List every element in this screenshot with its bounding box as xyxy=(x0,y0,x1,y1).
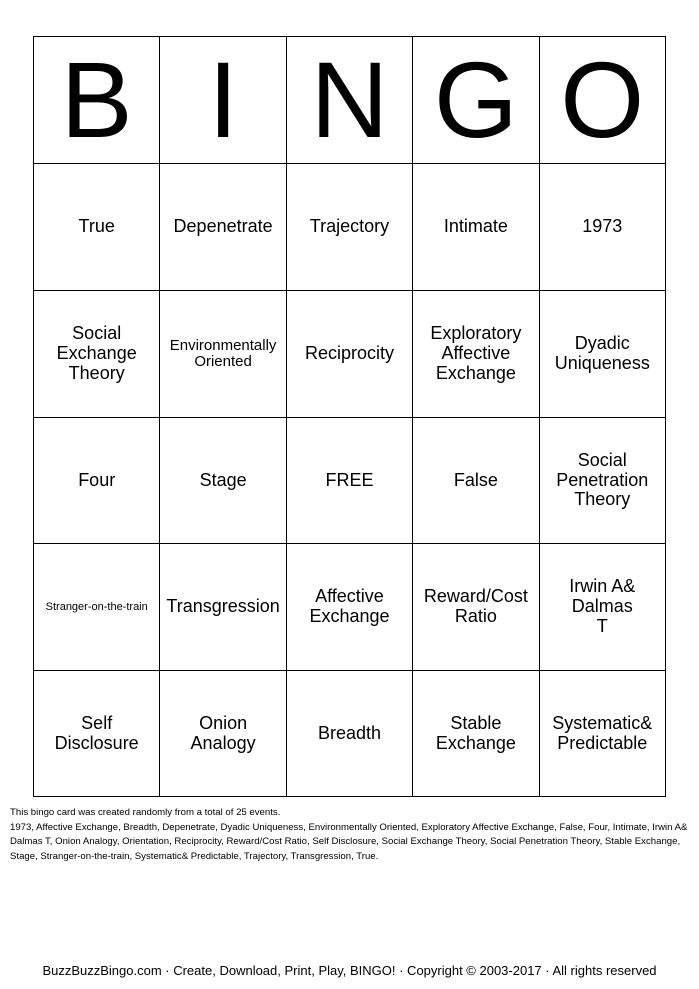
card-cell: Affective Exchange xyxy=(286,544,412,671)
header-letter-n: N xyxy=(286,37,412,164)
card-cell: Four xyxy=(34,418,160,544)
card-cell: Social Penetration Theory xyxy=(539,418,665,544)
card-cell: Systematic& Predictable xyxy=(539,671,665,797)
card-row-1 xyxy=(34,164,666,291)
card-cell: Self Disclosure xyxy=(34,671,160,797)
bingo-card xyxy=(33,36,666,797)
card-cell: Trajectory xyxy=(286,164,412,291)
info-event-list: 1973, Affective Exchange, Breadth, Depenetrate, Dyadic Uniqueness, Environmentally Oriented, Exploratory Affective Exchange, False, Four, Intimate, Irwin A& Dalmas T, Onion Analogy, Orientation, Reciprocity, Reward/Cost Ratio, Self Disclosure, Social Exchange Theory, Social Penetration Theory, Stable Exchange, Stage, Stranger-on-the-train, Systematic& Predictable, Trajectory, Transgression, True. xyxy=(10,821,688,862)
card-cell: Environmentally Oriented xyxy=(160,291,286,418)
card-cell: Exploratory Affective Exchange xyxy=(413,291,539,418)
card-cell: Dyadic Uniqueness xyxy=(539,291,665,418)
card-cell: Onion Analogy xyxy=(160,671,286,797)
card-cell: Breadth xyxy=(286,671,412,797)
free-cell: FREE xyxy=(286,418,412,544)
card-cell: Social Exchange Theory xyxy=(34,291,160,418)
header-letter-b: B xyxy=(34,37,160,164)
card-cell: Transgression xyxy=(160,544,286,671)
header-row xyxy=(34,37,666,164)
card-cell: 1973 xyxy=(539,164,665,291)
footer: BuzzBuzzBingo.com · Create, Download, Print, Play, BINGO! · Copyright © 2003-2017 · All rights reserved xyxy=(42,963,657,978)
card-row-5 xyxy=(34,671,666,797)
card-cell: False xyxy=(413,418,539,544)
header-letter-o: O xyxy=(539,37,665,164)
card-cell: Reciprocity xyxy=(286,291,412,418)
card-cell: Stage xyxy=(160,418,286,544)
card-row-4 xyxy=(34,544,666,671)
header-letter-g: G xyxy=(413,37,539,164)
card-cell: True xyxy=(34,164,160,291)
card-cell: Irwin A& Dalmas T xyxy=(539,544,665,671)
header-letter-i: I xyxy=(160,37,286,164)
card-cell: Stable Exchange xyxy=(413,671,539,797)
card-row-2 xyxy=(34,291,666,418)
card-row-3 xyxy=(34,418,666,544)
card-cell: Reward/Cost Ratio xyxy=(413,544,539,671)
card-info xyxy=(10,806,690,864)
info-summary: This bingo card was created randomly from a total of 25 events. xyxy=(10,807,281,818)
card-cell: Stranger-on-the-train xyxy=(34,544,160,671)
card-cell: Depenetrate xyxy=(160,164,286,291)
card-cell: Intimate xyxy=(413,164,539,291)
